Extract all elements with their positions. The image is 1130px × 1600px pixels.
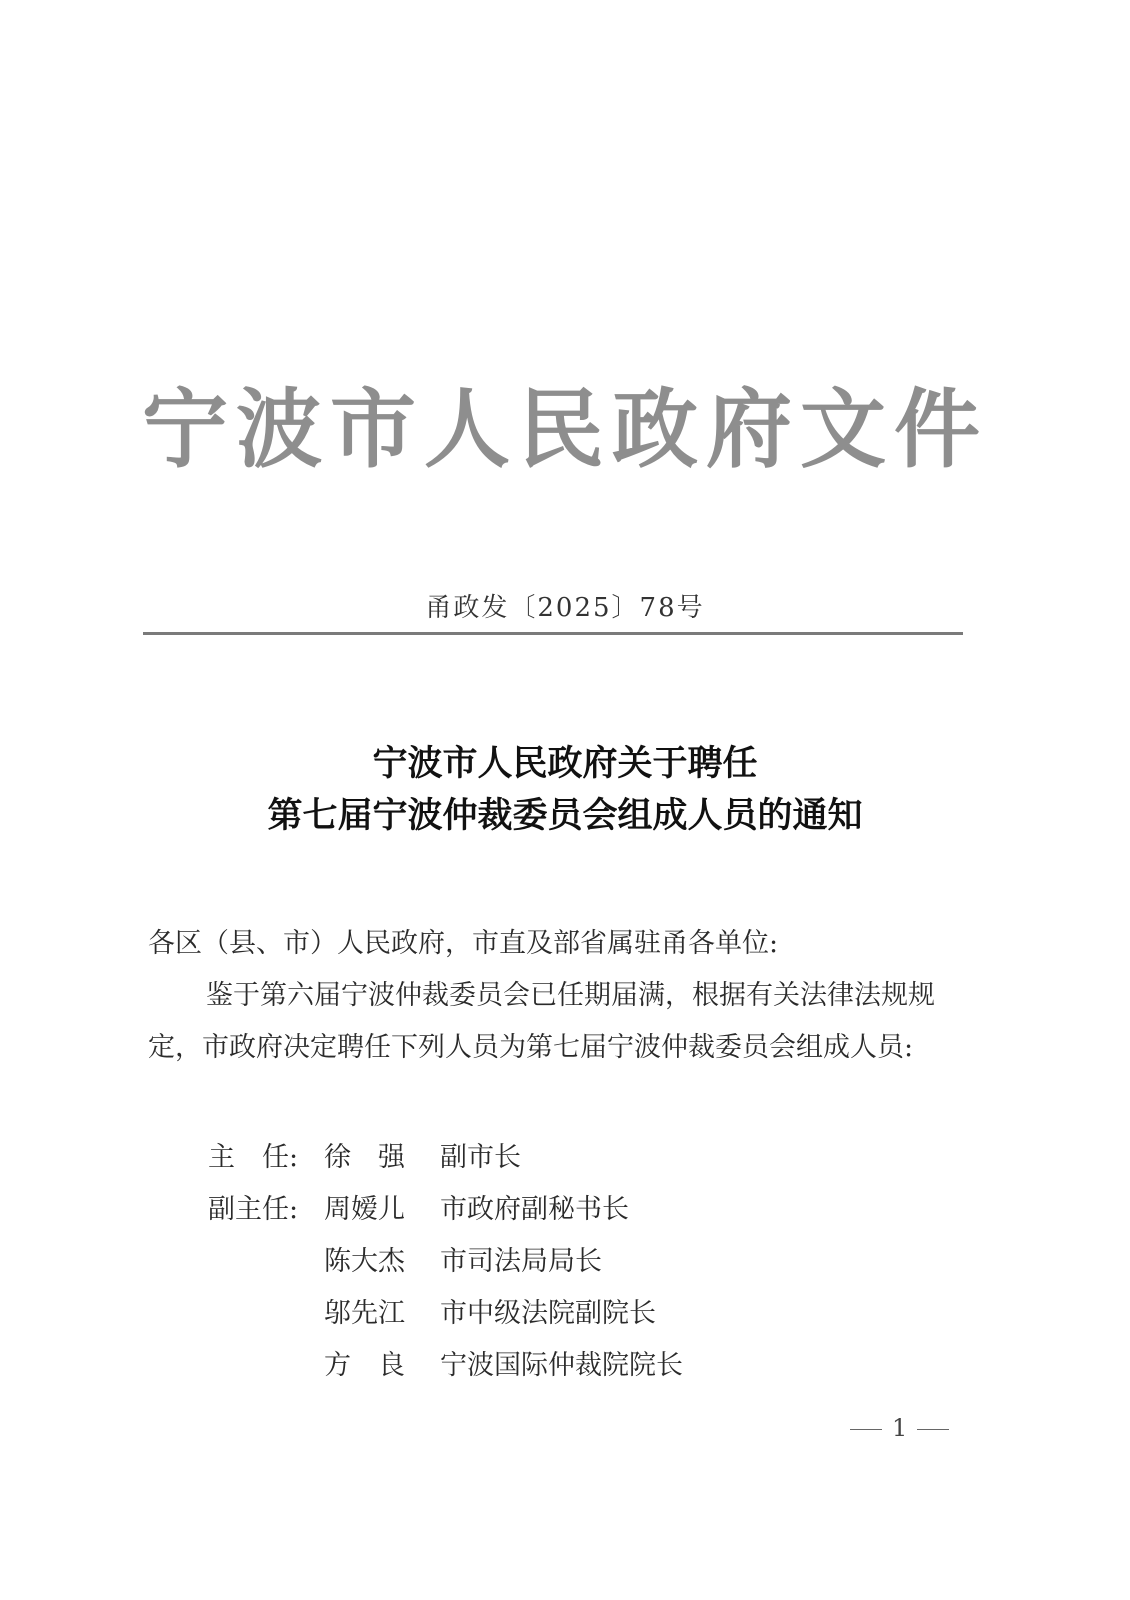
member-position: 市政府副秘书长 bbox=[440, 1194, 629, 1225]
member-role: 副主任: bbox=[208, 1194, 299, 1225]
member-role bbox=[208, 1340, 324, 1392]
member-row bbox=[208, 1236, 683, 1288]
member-position: 副市长 bbox=[440, 1142, 521, 1173]
title-line-1: 宁波市人民政府关于聘任 bbox=[372, 743, 758, 784]
document-title bbox=[0, 738, 1130, 842]
member-position: 市司法局局长 bbox=[440, 1246, 602, 1277]
member-role bbox=[208, 1236, 324, 1288]
member-row bbox=[208, 1288, 683, 1340]
member-position: 市中级法院副院长 bbox=[440, 1298, 656, 1329]
member-name: 周嫒儿 bbox=[324, 1194, 405, 1225]
member-name: 陈大杰 bbox=[324, 1246, 405, 1277]
member-list bbox=[208, 1132, 683, 1392]
page-number-dash-left bbox=[850, 1429, 882, 1430]
page-number-value: 1 bbox=[892, 1414, 908, 1442]
header-divider-line bbox=[143, 632, 963, 635]
member-role bbox=[208, 1288, 324, 1340]
document-body bbox=[148, 918, 978, 1074]
member-row bbox=[208, 1340, 683, 1392]
member-row bbox=[208, 1184, 683, 1236]
document-masthead: 宁波市人民政府文件 bbox=[142, 379, 988, 480]
salutation: 各区（县、市）人民政府，市直及部省属驻甬各单位: bbox=[148, 928, 779, 959]
page-number-dash-right bbox=[917, 1429, 949, 1430]
member-position: 宁波国际仲裁院院长 bbox=[440, 1350, 683, 1381]
document-number: 甬政发〔2025〕78号 bbox=[425, 593, 705, 623]
title-line-2: 第七届宁波仲裁委员会组成人员的通知 bbox=[267, 795, 863, 836]
body-paragraph: 鉴于第六届宁波仲裁委员会已任期届满，根据有关法律法规规定，市政府决定聘任下列人员为第七届宁波仲裁委员会组成人员: bbox=[148, 980, 935, 1063]
member-role: 主 任: bbox=[208, 1142, 299, 1173]
member-row bbox=[208, 1132, 683, 1184]
member-name: 邬先江 bbox=[324, 1298, 405, 1329]
member-name: 方 良 bbox=[324, 1350, 405, 1381]
page-number bbox=[840, 1410, 959, 1446]
member-name: 徐 强 bbox=[324, 1142, 405, 1173]
